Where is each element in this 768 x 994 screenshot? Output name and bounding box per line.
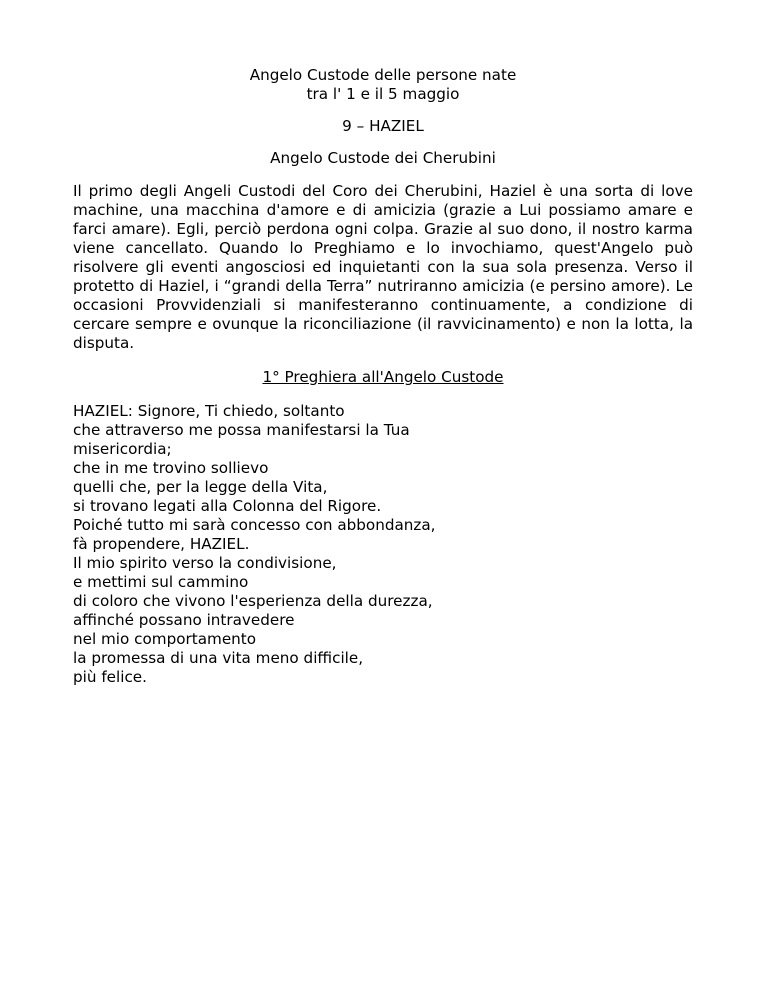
prayer-line: e mettimi sul cammino — [73, 573, 249, 591]
prayer-heading: 1° Preghiera all'Angelo Custode — [262, 368, 504, 386]
prayer-line: affinché possano intravedere — [73, 611, 295, 629]
title-line-2: tra l' 1 e il 5 maggio — [306, 85, 460, 103]
prayer-line: si trovano legati alla Colonna del Rigore. — [73, 497, 382, 515]
description-paragraph: Il primo degli Angeli Custodi del Coro dei Cherubini, Haziel è una sorta di love machine, una macchina d'amore e di amicizia (grazie a Lui possiamo amare e farci amare). Egli, perciò perdona ogni colpa. Grazie al suo dono, il nostro karma viene cancellato. Quando lo Preghiamo e lo invochiamo, quest'Angelo può risolvere gli eventi angosciosi ed inquietanti con la sua sola presenza. Verso il protetto di Haziel, i “grandi della Terra” nutriranno amicizia (e persino amore). Le occasioni Provvidenziali si manifesteranno continuamente, a condizione di cercare sempre e ovunque la riconciliazione (il ravvicinamento) e non la lotta, la disputa. — [73, 182, 693, 352]
prayer-line: HAZIEL: Signore, Ti chiedo, soltanto — [73, 402, 345, 420]
choir-title: Angelo Custode dei Cherubini — [270, 149, 496, 167]
prayer-line: nel mio comportamento — [73, 630, 257, 648]
angel-number-title: 9 – HAZIEL — [342, 117, 424, 135]
prayer-line: Il mio spirito verso la condivisione, — [73, 554, 337, 572]
prayer-line: quelli che, per la legge della Vita, — [73, 478, 328, 496]
prayer-text — [73, 402, 693, 687]
prayer-line: che attraverso me possa manifestarsi la Tua — [73, 421, 410, 439]
prayer-line: di coloro che vivono l'esperienza della durezza, — [73, 592, 433, 610]
prayer-line: più felice. — [73, 668, 147, 686]
prayer-line: la promessa di una vita meno difficile, — [73, 649, 364, 667]
document-title — [73, 66, 693, 104]
prayer-line: che in me trovino sollievo — [73, 459, 269, 477]
title-line-1: Angelo Custode delle persone nate — [249, 66, 517, 84]
prayer-line: Poiché tutto mi sarà concesso con abbondanza, — [73, 516, 436, 534]
prayer-line: fà propendere, HAZIEL. — [73, 535, 250, 553]
document-page — [73, 66, 693, 687]
prayer-line: misericordia; — [73, 440, 172, 458]
